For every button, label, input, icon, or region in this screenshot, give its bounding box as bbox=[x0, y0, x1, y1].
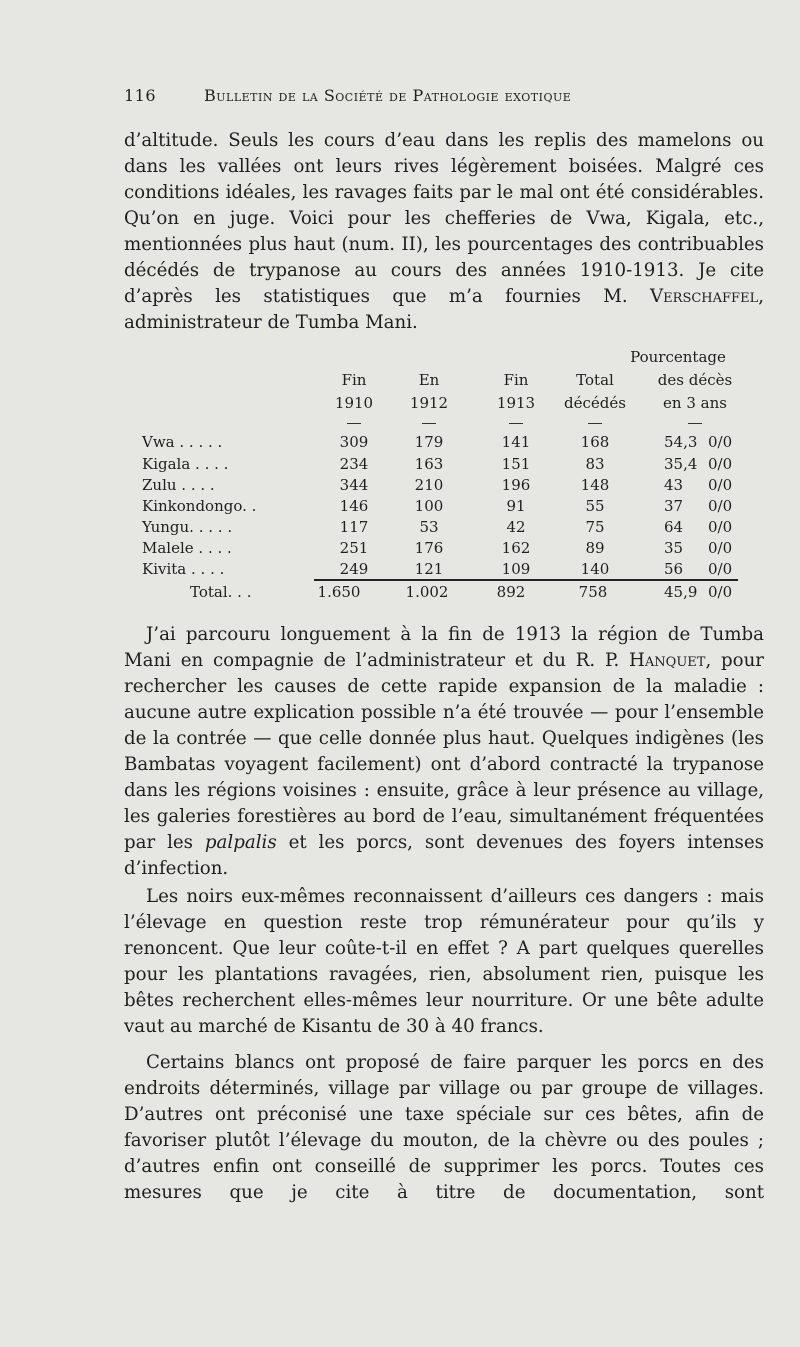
total-fin1913: 892 bbox=[496, 583, 526, 601]
paragraph-1-text: d’altitude. Seuls les cours d’eau dans les replis des mamelons ou dans les vallées ont leurs rives légèrement boisées. Malgré ces conditions idéales, les ravages faits par le mal ont été considérables. Qu’on en juge. Voici pour les chefferies de Vwa, Kigala, etc., mentionnées plus haut (num. II), les pourcentages des contribuables décédés de trypanose au cours des années 1910-1913. Je cite d’après les statistiques que m’a fournies M. bbox=[124, 130, 764, 307]
cell-unit: 0/0 bbox=[708, 539, 733, 557]
cell-fin1910: 117 bbox=[339, 518, 369, 536]
cell-fin1913: 141 bbox=[501, 433, 531, 451]
cell-en1912: 53 bbox=[419, 518, 439, 536]
cell-pct: 35 bbox=[664, 539, 684, 557]
paragraph-4: Certains blancs ont proposé de faire parquer les porcs en des endroits déterminés, village par village ou par groupe de villages. D’autres ont préconisé une taxe spéciale sur ces bêtes, afin de favoriser plutôt l’élevage du mouton, de la chèvre ou des poules ; d’autres enfin ont conseillé de supprimer les porcs. Toutes ces mesures que je cite à titre de documentation, sont bbox=[124, 1052, 764, 1203]
header-pct-line3: en 3 ans bbox=[663, 394, 727, 412]
cell-unit: 0/0 bbox=[708, 455, 733, 473]
header-dash bbox=[688, 423, 702, 424]
cell-fin1913: 91 bbox=[506, 497, 526, 515]
species-name-palpalis: palpalis bbox=[204, 832, 277, 853]
cell-total: 89 bbox=[585, 539, 605, 557]
cell-fin1913: 109 bbox=[501, 560, 531, 578]
running-title: Bulletin de la Société de Pathologie exotique bbox=[204, 86, 572, 105]
cell-total: 83 bbox=[585, 455, 605, 473]
total-fin1910: 1.650 bbox=[317, 583, 361, 601]
header-dash bbox=[509, 423, 523, 424]
header-pct-line2: des décès bbox=[657, 371, 733, 389]
header-en1912-line1: En bbox=[418, 371, 440, 389]
cell-fin1910: 251 bbox=[339, 539, 369, 557]
cell-en1912: 179 bbox=[414, 433, 444, 451]
total-en1912: 1.002 bbox=[405, 583, 449, 601]
cell-fin1913: 151 bbox=[501, 455, 531, 473]
total-total: 758 bbox=[578, 583, 608, 601]
cell-total: 148 bbox=[580, 476, 610, 494]
paragraph-2-text-end: et les porcs, sont devenues des foyers intenses d’infection. bbox=[124, 832, 764, 879]
row-name: Zulu . . . . bbox=[142, 476, 215, 494]
total-pct: 45,9 bbox=[664, 583, 698, 601]
paragraph-2-text: J’ai parcouru longuement à la fin de 1913 la région de Tumba Mani en compagnie de l’administrateur et du R. P. bbox=[124, 624, 764, 671]
author-name-hanquet: Hanquet bbox=[629, 650, 706, 671]
cell-unit: 0/0 bbox=[708, 476, 733, 494]
header-total-line1: Total bbox=[576, 371, 614, 389]
cell-en1912: 176 bbox=[414, 539, 444, 557]
header-en1912-line2: 1912 bbox=[409, 394, 449, 412]
header-fin1910-line1: Fin bbox=[341, 371, 367, 389]
row-name: Vwa . . . . . bbox=[142, 433, 223, 451]
row-name: Yungu. . . . . bbox=[142, 518, 233, 536]
cell-fin1913: 196 bbox=[501, 476, 531, 494]
row-name: Kinkondongo. . bbox=[142, 497, 257, 515]
cell-fin1913: 162 bbox=[501, 539, 531, 557]
cell-total: 75 bbox=[585, 518, 605, 536]
paragraph-2-text-mid: , pour rechercher les causes de cette rapide expansion de la maladie : aucune autre explication possible n’a été trouvée — pour l’ensemble de la contrée — que celle donnée plus haut. Quelques indigènes (les Bambatas voyagent facilement) ont d’abord contracté la trypanose dans les régions voisines : ensuite, grâce à leur présence au village, les galeries forestières au bord de l’eau, simultanément fréquentées par les bbox=[124, 650, 764, 853]
cell-fin1910: 234 bbox=[339, 455, 369, 473]
cell-pct: 54,3 bbox=[664, 433, 698, 451]
cell-pct: 56 bbox=[664, 560, 684, 578]
cell-pct: 43 bbox=[664, 476, 684, 494]
cell-fin1910: 309 bbox=[339, 433, 369, 451]
cell-fin1910: 249 bbox=[339, 560, 369, 578]
cell-total: 140 bbox=[580, 560, 610, 578]
header-pct-line1: Pourcentage bbox=[630, 348, 726, 366]
cell-en1912: 163 bbox=[414, 455, 444, 473]
header-total-line2: décédés bbox=[564, 394, 626, 412]
paragraph-2 bbox=[124, 622, 764, 882]
header-dash bbox=[347, 423, 361, 424]
header-dash bbox=[422, 423, 436, 424]
cell-unit: 0/0 bbox=[708, 518, 733, 536]
total-row-label: Total. . . bbox=[190, 583, 252, 601]
author-name-verschaffel: Verschaffel bbox=[650, 286, 759, 307]
cell-total: 55 bbox=[585, 497, 605, 515]
cell-unit: 0/0 bbox=[708, 497, 733, 515]
cell-pct: 35,4 bbox=[664, 455, 698, 473]
cell-unit: 0/0 bbox=[708, 560, 733, 578]
cell-total: 168 bbox=[580, 433, 610, 451]
cell-fin1913: 42 bbox=[506, 518, 526, 536]
cell-pct: 64 bbox=[664, 518, 684, 536]
cell-en1912: 210 bbox=[414, 476, 444, 494]
cell-en1912: 100 bbox=[414, 497, 444, 515]
paragraph-1-text-end: , administrateur de Tumba Mani. bbox=[124, 286, 764, 333]
header-fin1913-line1: Fin bbox=[503, 371, 529, 389]
header-fin1910-line2: 1910 bbox=[334, 394, 374, 412]
paragraph-3: Les noirs eux-mêmes reconnaissent d’ailleurs ces dangers : mais l’élevage en question reste trop rémunérateur pour qu’ils y renoncent. Que leur coûte-t-il en effet ? A part quelques querelles pour les plantations ravagées, rien, absolument rien, puisque les bêtes recherchent elles-mêmes leur nourriture. Or une bête adulte vaut au marché de Kisantu de 30 à 40 francs. bbox=[124, 886, 764, 1037]
cell-en1912: 121 bbox=[414, 560, 444, 578]
cell-unit: 0/0 bbox=[708, 433, 733, 451]
header-fin1913-line2: 1913 bbox=[496, 394, 536, 412]
cell-fin1910: 344 bbox=[339, 476, 369, 494]
total-rule bbox=[314, 579, 738, 581]
row-name: Malele . . . . bbox=[142, 539, 232, 557]
cell-fin1910: 146 bbox=[339, 497, 369, 515]
header-dash bbox=[588, 423, 602, 424]
cell-pct: 37 bbox=[664, 497, 684, 515]
row-name: Kigala . . . . bbox=[142, 455, 229, 473]
total-unit: 0/0 bbox=[708, 583, 733, 601]
row-name: Kivita . . . . bbox=[142, 560, 225, 578]
page-number: 116 bbox=[124, 86, 157, 105]
